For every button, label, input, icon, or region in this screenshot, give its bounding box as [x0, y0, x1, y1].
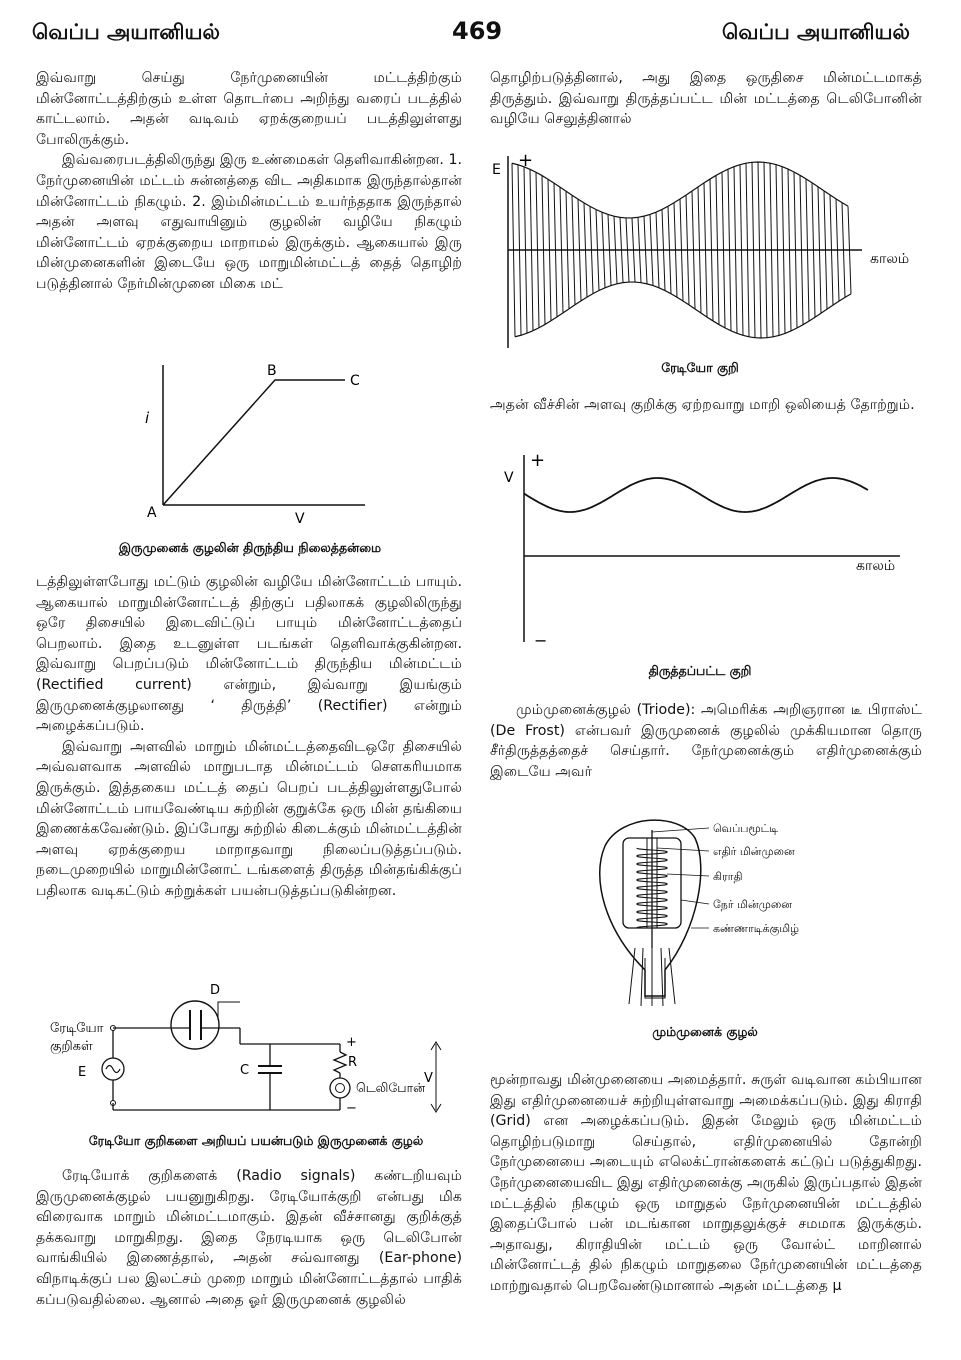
running-head-right: வெப்ப அயானியல் — [722, 20, 910, 44]
heater-label: வெப்பமூட்டி — [713, 822, 779, 835]
paragraph: இவ்வாறு அளவில் மாறும் மின்மட்டத்தைவிடஒரே திசையில் அவ்வளவாக அளவில் மாறுபடாத மின்மட்டம் சௌகரியமாக இருக்கும். இத்தகைய மட்டத் தைப் பெறப் படத்திலுள்ளதுபோல் மின்னோட்டம் பாயவேண்டிய சுற்றின் குறுக்கே ஒரு மின் தங்கியை இணைக்கவேண்டும். இப்போது சுற்றில் கிடைக்கும் மின்மட்டத்தின் அளவு ஏறக்குறைய மாறாதவாறு நிலைப்படுத்தப்படும். நடைமுறையில் மாறுமின்னோட் டங்களைத் திருத்த மின்தங்கிக்குப் பதிலாக வடிகட்டும் சுற்றுக்கள் பயன்படுத்தப்படுகின்றன. — [36, 738, 462, 899]
paragraph: மும்முனைக்குழல் (Triode): அமெரிக்க அறிஞரான டீ பிராஸ்ட் (De Frost) என்பவர் இருமுனைக் குழலில் முக்கியமான தொரு சீர்திருத்தத்தைச் செய்தார். நேர்முனைக்கும் எதிர்முனைக்கும் இடையே அவர் — [490, 702, 922, 780]
paragraph: தொழிற்படுத்தினால், அது இதை ஒருதிசை மின்மட்டமாகத் திருத்தும். இவ்வாறு திருத்தப்பட்ட மின் மட்டத்தை டெலிபோனின் வழியே செலுத்தினால் — [490, 70, 922, 128]
anode-label: நேர் மின்முனை — [713, 898, 792, 911]
capacitor-c-label: C — [240, 1063, 250, 1078]
telephone-label: டெலிபோன் — [356, 1080, 426, 1095]
resistor-symbol — [334, 1052, 346, 1073]
paragraph: மூன்றாவது மின்முனையை அமைத்தார். சுருள் வடிவான கம்பியான இது எதிர்முனையைச் சுற்றியுள்ளவாறு அமைக்கப்படும். இது கிராதி (Grid) என அழைக்கப்படும். இதன் மேலும் ஒரு மின்மட்டம் தொழிற்படுமாறு செய்தால், எதிர்முனையில் தோன்றி நேர்முனையை அடையும் எலெக்ட்ரான்களைக் கட்டுப் படுத்துகிறது. நேர்முனையைவிட இது எதிர்முனைக்கு அருகில் இருப்பதால் இதன் மட்டத்தில் நிகழும் ஒரு மாறுதல் நேர்முனையின் மட்டத்தில் இதைப்போல் பன் மடங்கான மாறுதலுக்குச் சமமாக இருக்கும். அதாவது, கிராதியின் மட்டம் ஒரு வோல்ட் மாறினால் மின்னோட்டத் தில் நிகழும் மாறுதலை நேர்முனையின் மட்டத்தை மாற்றுவதால் பெறவேண்டுமானால் அதன் மட்டத்தை μ — [490, 1072, 922, 1294]
plus-label: + — [346, 1035, 357, 1050]
cathode-label: எதிர் மின்முனை — [713, 845, 795, 858]
right-column-top — [490, 68, 922, 130]
radio-signal-graph — [490, 148, 930, 358]
paragraph: அதன் வீச்சின் அளவு குறிக்கு ஏற்றவாறு மாறி ஒலியைத் தோற்றும். — [490, 397, 915, 413]
minus-sign: − — [534, 631, 548, 650]
radio-signals-label: ரேடியோ — [50, 1021, 104, 1036]
running-head-left: வெப்ப அயானியல் — [32, 20, 220, 44]
radio-signals-label: குறிகள் — [50, 1039, 93, 1054]
y-axis-label: V — [504, 470, 514, 486]
figure-caption: ரேடியோ குறிகளை அறியப் பயன்படும் இருமுனைக் குழல் — [88, 1133, 424, 1148]
left-column-top — [36, 68, 462, 295]
source-e-label: E — [78, 1065, 87, 1080]
left-column-middle — [36, 572, 462, 902]
diode-d-label: D — [210, 983, 221, 998]
plus-sign: + — [530, 450, 546, 471]
paragraph: இவ்வரைபடத்திலிருந்து இரு உண்மைகள் தெளிவாகின்றன. 1. நேர்முனையின் மட்டம் சுன்னத்தை விட அதிகமாக இருந்தால்தான் மின்னோட்டம் நிகழும். 2. இம்மின்மட்டம் உயர்ந்ததாக இருந்தால் அதன் அளவு எதுவாயினும் குழலின் வழியே நிகழும் மின்னோட்டம் ஏறக்குறைய மாறாமல் இருக்கும். ஆகையால் இரு மின்முனைகளின் இடையே ஒரு மாறுமின்மட்டத் தைத் தொழிற் படுத்தினால் நேர்மின்முனை மிகை மட் — [36, 152, 462, 292]
figure-caption: திருத்தப்பட்ட குறி — [648, 663, 752, 678]
figure-caption: இருமுனைக் குழலின் திருந்திய நிலைத்தன்மை — [118, 540, 382, 555]
telephone-symbol — [330, 1078, 350, 1098]
triode-tube-diagram — [585, 808, 885, 1008]
figure-caption: ரேடியோ குறி — [661, 360, 739, 375]
paragraph: இவ்வாறு செய்து நேர்முனையின் மட்டத்திற்கும் மின்னோட்டத்திற்கும் உள்ள தொடர்பை அறிந்து வரைப் படத்தில் காட்டலாம். அதன் வடிவம் ஏறக்குறையப் படத்திலுள்ளது போலிருக்கும். — [36, 70, 462, 148]
radio-diode-circuit — [40, 980, 460, 1120]
voltage-v-label: V — [424, 1071, 433, 1086]
y-axis-label: E — [492, 162, 501, 178]
plus-sign: + — [518, 150, 534, 171]
x-axis-label: V — [295, 511, 305, 527]
diode-tube-symbol — [171, 1001, 219, 1049]
diode-characteristic-graph — [135, 355, 375, 535]
right-column-triode-intro — [490, 700, 922, 782]
point-b-label: B — [267, 363, 277, 379]
glass-bulb-label: கண்ணாடிக்குமிழ் — [713, 922, 799, 935]
right-column-bottom — [490, 1070, 922, 1297]
paragraph: டத்திலுள்ளபோது மட்டும் குழலின் வழியே மின்னோட்டம் பாயும். ஆகையால் மாறுமின்னோட்டத் திற்குப் பதிலாகக் குழலிலிருந்து ஒரே திசையில் இடைவிட்டுப் பாயும் மின்னோட்டத்தைப் பெறலாம். இதை உடனுள்ள படங்கள் தெளிவாக்குகின்றன. இவ்வாறு பெறப்படும் மின்னோட்டம் திருந்திய மின்மட்டம் (Rectified current) என்றும், இவ்வாறு இயங்கும் இருமுனைக்குழலானது ‘ திருத்தி’ (Rectifier) என்றும் அழைக்கப்படும். — [36, 574, 462, 735]
grid-label: கிராதி — [713, 870, 743, 883]
minus-label: − — [346, 1101, 357, 1116]
point-c-label: C — [350, 373, 360, 389]
figure-caption: மும்முனைக் குழல் — [652, 1024, 758, 1039]
glass-bulb — [600, 820, 701, 996]
left-column-bottom — [36, 1166, 462, 1310]
paragraph: ரேடியோக் குறிகளைக் (Radio signals) கண்டறியவும் இருமுனைக்குழல் பயனுறுகிறது. ரேடியோக்குறி என்பது மிக விரைவாக மாறும் மின்மட்டமாகும். இதன் வீச்சானது குறிக்குத் தக்கவாறு மாறுகிறது. இதை நேரடியாக ஒரு டெலிபோன் வாங்கியில் இணைத்தால், அதன் சவ்வானது (Ear-phone) விநாடிக்குப் பல இலட்சம் முறை மாறும் மின்னோட்டத்தால் பாதிக் கப்படுவதில்லை. ஆனால் அதை ஓர் இருமுனைக் குழலில் — [36, 1168, 462, 1308]
resistor-r-label: R — [348, 1055, 358, 1070]
page-number: 469 — [452, 17, 503, 45]
point-a-label: A — [147, 505, 157, 521]
rectified-signal-graph — [500, 450, 930, 650]
right-column-middle — [490, 395, 922, 416]
rectified-waveform — [524, 478, 868, 512]
x-axis-label: காலம் — [870, 251, 910, 267]
x-axis-label: காலம் — [856, 558, 896, 574]
y-axis-label: i — [145, 409, 150, 427]
